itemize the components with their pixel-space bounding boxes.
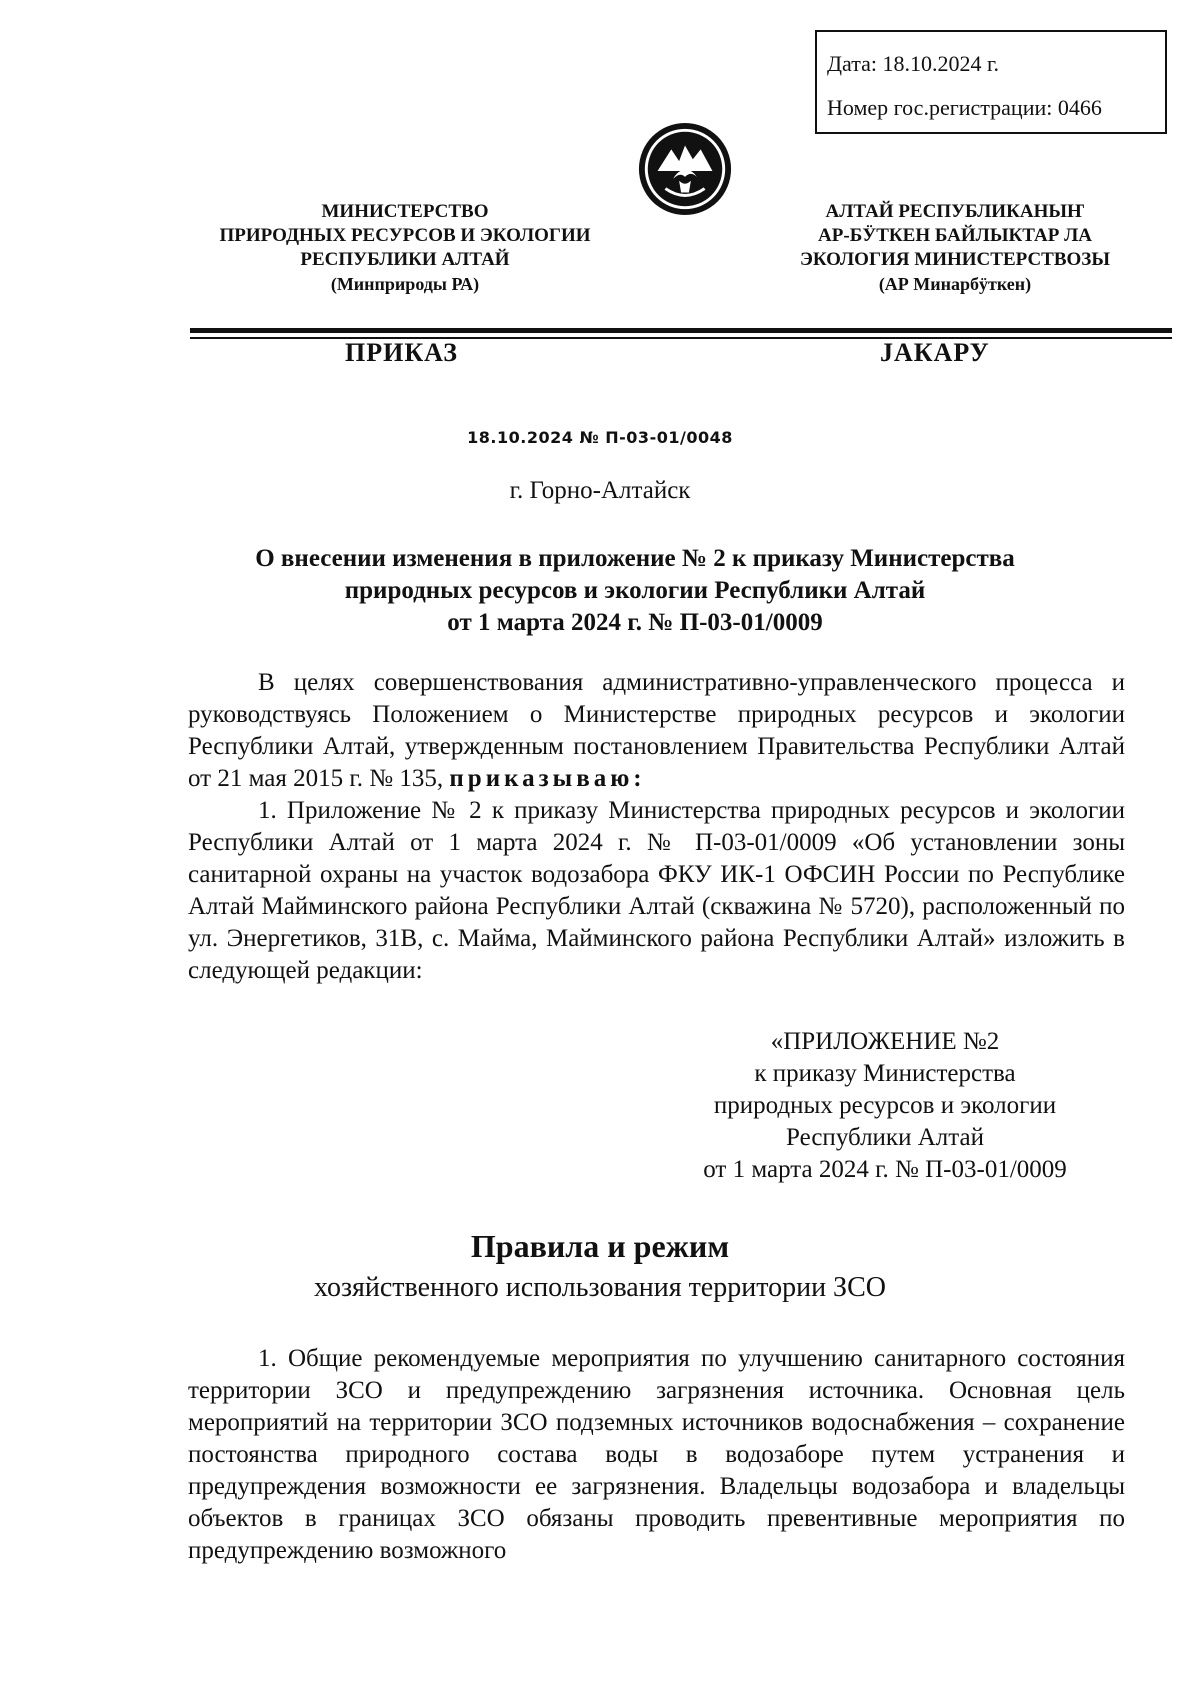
registration-number-row bbox=[827, 86, 1153, 130]
appendix-line3: природных ресурсов и экологии bbox=[713, 1092, 1057, 1119]
appendix-line1: «ПРИЛОЖЕНИЕ №2 bbox=[770, 1028, 1000, 1055]
order-title-line3: от 1 марта 2024 г. № П-03-01/0009 bbox=[447, 609, 823, 636]
preamble-order-word: приказываю: bbox=[449, 765, 646, 792]
preamble-text: В целях совершенствования административно-управленческого процесса и руководствуясь Положением о Министерстве природных ресурсов и экологии Республики Алтай, утвержденным постановлением Правительства Республики Алтай от 21 мая 2015 г. № 135, bbox=[188, 669, 1125, 792]
order-title-line2: природных ресурсов и экологии Республики Алтай bbox=[344, 577, 926, 604]
header-divider-thick bbox=[190, 328, 1172, 333]
ministry-left-line1: МИНИСТЕРСТВО bbox=[321, 201, 489, 222]
order-word-russian: ПРИКАЗ bbox=[345, 338, 459, 367]
appendix-line5: от 1 марта 2024 г. № П-03-01/0009 bbox=[703, 1156, 1067, 1183]
appendix-line2: к приказу Министерства bbox=[754, 1060, 1016, 1087]
order-body bbox=[188, 667, 1125, 987]
coat-of-arms-emblem bbox=[636, 120, 734, 218]
registration-number-label: Номер гос.регистрации: bbox=[827, 95, 1053, 120]
body-paragraph-item1: 1. Приложение № 2 к приказу Министерства природных ресурсов и экологии Республики Алтай от 1 марта 2024 г. № П-03-01/0009 «Об установлении зоны санитарной охраны на участок водозабора ФКУ ИК-1 ОФСИН России по Республике Алтай Майминского района Республики Алтай (скважина № 5720), расположенный по ул. Энергетиков, 31В, с. Майма, Майминского района Республики Алтай» изложить в следующей редакции: bbox=[188, 797, 1125, 984]
ministry-right-line1: АЛТАЙ РЕСПУБЛИКАНЫҤ bbox=[825, 201, 1085, 222]
ministry-right-line2: АР-БӰТКЕН БАЙЛЫКТАР ЛА bbox=[818, 225, 1092, 246]
ministry-left-line2: ПРИРОДНЫХ РЕСУРСОВ И ЭКОЛОГИИ bbox=[219, 225, 591, 246]
registration-date-label: Дата: bbox=[827, 51, 877, 76]
appendix-reference bbox=[640, 1026, 1130, 1186]
rules-paragraph-1: 1. Общие рекомендуемые мероприятия по улучшению санитарного состояния территории ЗСО и предупреждению загрязнения источника. Основная цель мероприятий на территории ЗСО подземных источников водоснабжения – сохранение постоянства природного состава воды в водозаборе путем устранения и предупреждения возможности ее загрязнения. Владельцы водозабора и владельцы объектов в границах ЗСО обязаны проводить превентивные мероприятия по предупреждению возможного bbox=[188, 1345, 1125, 1564]
appendix-line4: Республики Алтай bbox=[786, 1124, 984, 1151]
order-title-line1: О внесении изменения в приложение № 2 к приказу Министерства bbox=[255, 545, 1015, 572]
order-number-line: 18.10.2024 № П-03-01/0048 bbox=[467, 428, 733, 447]
rules-subtitle: хозяйственного использования территории ЗСО bbox=[314, 1272, 886, 1303]
registration-stamp bbox=[815, 30, 1167, 134]
ministry-right-abbr: (АР Минарбӱткен) bbox=[878, 274, 1032, 294]
registration-date-value: 18.10.2024 г. bbox=[882, 51, 1000, 76]
registration-number-value: 0466 bbox=[1057, 95, 1102, 120]
order-title bbox=[190, 543, 1080, 639]
city-line: г. Горно-Алтайск bbox=[509, 477, 691, 504]
ministry-left-abbr: (Минприроды РА) bbox=[330, 274, 480, 294]
ministry-header-altai bbox=[770, 200, 1140, 296]
ministry-left-line3: РЕСПУБЛИКИ АЛТАЙ bbox=[300, 249, 510, 270]
rules-title: Правила и режим bbox=[470, 1228, 730, 1264]
registration-date-row bbox=[827, 42, 1153, 86]
header-divider-thin bbox=[190, 337, 1172, 339]
ministry-right-line3: ЭКОЛОГИЯ МИНИСТЕРСТВОЗЫ bbox=[799, 249, 1110, 270]
rules-body bbox=[188, 1343, 1125, 1567]
ministry-header-russian bbox=[200, 200, 610, 296]
body-paragraph-preamble bbox=[188, 667, 1125, 795]
order-word-altai: JАКАРУ bbox=[880, 338, 990, 367]
